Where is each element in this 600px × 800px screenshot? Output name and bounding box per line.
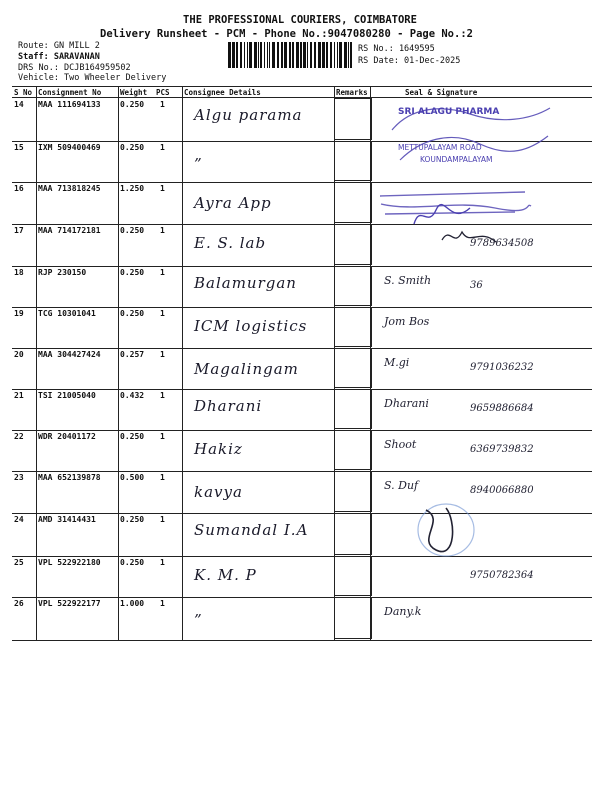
stamp-line: SRI ALAGU PHARMA: [398, 107, 500, 117]
remarks-box: [334, 471, 372, 512]
header-bottom-border: [12, 97, 592, 98]
row-pcs: 1: [160, 473, 165, 482]
row-consignment-no: VPL 522922177: [38, 599, 101, 608]
remarks-box: [334, 513, 372, 555]
row-contact-number: 36: [470, 280, 483, 291]
row-consignment-no: MAA 304427424: [38, 350, 101, 359]
row-sno: 15: [14, 143, 24, 152]
stamp-line: METTUPALAYAM ROAD: [398, 143, 482, 152]
row-contact-number: 9750782364: [470, 570, 534, 581]
row-weight: 0.500: [120, 473, 145, 482]
stamp-line: KOUNDAMPALAYAM: [420, 155, 493, 164]
row-consignment-no: IXM 509400469: [38, 143, 101, 152]
row-signature: Dany.k: [384, 605, 422, 618]
remarks-box: [334, 556, 372, 596]
remarks-box: [334, 597, 372, 639]
row-weight: 0.250: [120, 100, 145, 109]
row-sno: 17: [14, 226, 24, 235]
col-header-consignee: Consignee Details: [184, 88, 261, 97]
row-pcs: 1: [160, 558, 165, 567]
row-sno: 24: [14, 515, 24, 524]
row-consignment-no: MAA 652139878: [38, 473, 101, 482]
row-divider: [12, 513, 592, 514]
col-header-weight: Weight: [120, 88, 148, 97]
row-weight: 1.000: [120, 599, 145, 608]
row-weight: 0.250: [120, 143, 145, 152]
row-consignee: ”: [194, 611, 203, 629]
remarks-box: [334, 389, 372, 429]
row-weight: 0.432: [120, 391, 145, 400]
row-consignment-no: RJP 230150: [38, 268, 87, 277]
row-signature: M.gi: [384, 356, 410, 369]
row-pcs: 1: [160, 432, 165, 441]
col-header-remarks: Remarks: [336, 88, 368, 97]
row-pcs: 1: [160, 143, 165, 152]
row-divider: [12, 348, 592, 349]
row-pcs: 1: [160, 268, 165, 277]
row-sno: 26: [14, 599, 24, 608]
vehicle-label: Vehicle: Two Wheeler Delivery: [18, 73, 167, 83]
seal-stamp: [380, 100, 560, 176]
rs-date: RS Date: 01-Dec-2025: [358, 56, 461, 66]
company-title: THE PROFESSIONAL COURIERS, COIMBATORE: [183, 14, 417, 26]
row-divider: [12, 640, 592, 641]
row-consignment-no: VPL 522922180: [38, 558, 101, 567]
row-weight: 0.250: [120, 268, 145, 277]
row-consignee: ICM logistics: [194, 317, 308, 335]
signature-mark: [440, 226, 500, 248]
row-weight: 0.250: [120, 515, 145, 524]
row-consignee: Algu parama: [194, 106, 303, 124]
row-consignment-no: MAA 714172181: [38, 226, 101, 235]
row-consignee: Hakiz: [194, 440, 243, 458]
row-consignee: Magalingam: [194, 360, 299, 378]
row-consignment-no: MAA 111694133: [38, 100, 101, 109]
row-pcs: 1: [160, 599, 165, 608]
row-pcs: 1: [160, 515, 165, 524]
row-pcs: 1: [160, 226, 165, 235]
row-consignee: Balamurgan: [194, 274, 297, 292]
row-divider: [12, 266, 592, 267]
remarks-box: [334, 307, 372, 347]
row-pcs: 1: [160, 100, 165, 109]
row-consignee: kavya: [194, 483, 243, 501]
remarks-box: [334, 98, 372, 140]
row-consignee: Ayra App: [194, 194, 272, 212]
row-divider: [12, 389, 592, 390]
drs-number: DRS No.: DCJB164959502: [18, 63, 131, 73]
row-pcs: 1: [160, 350, 165, 359]
row-sno: 14: [14, 100, 24, 109]
row-sno: 16: [14, 184, 24, 193]
row-contact-number: 8940066880: [470, 485, 534, 496]
remarks-box: [334, 224, 372, 265]
col-header-pcs: PCS: [156, 88, 170, 97]
staff-label: Staff: SARAVANAN: [18, 52, 100, 62]
barcode-image: [228, 42, 354, 68]
row-divider: [12, 430, 592, 431]
row-divider: [12, 307, 592, 308]
row-contact-number: 6369739832: [470, 444, 534, 455]
row-contact-number: 9659886684: [470, 403, 534, 414]
row-weight: 1.250: [120, 184, 145, 193]
row-divider: [12, 224, 592, 225]
row-pcs: 1: [160, 309, 165, 318]
row-sno: 20: [14, 350, 24, 359]
row-consignment-no: MAA 713818245: [38, 184, 101, 193]
row-consignee: E. S. lab: [194, 234, 267, 252]
row-pcs: 1: [160, 391, 165, 400]
runsheet-title: Delivery Runsheet - PCM - Phone No.:9047080280 - Page No.:2: [100, 28, 473, 40]
seal-circle: [396, 500, 476, 560]
table-top-border: [12, 86, 592, 87]
row-weight: 0.250: [120, 226, 145, 235]
col-header-sno: S No: [14, 88, 33, 97]
row-weight: 0.250: [120, 558, 145, 567]
row-contact-number: 9791036232: [470, 362, 534, 373]
row-consignee: ”: [194, 155, 203, 173]
route-label: Route: GN MILL 2: [18, 41, 100, 51]
row-consignee: Dharani: [194, 397, 263, 415]
row-sno: 23: [14, 473, 24, 482]
row-pcs: 1: [160, 184, 165, 193]
row-weight: 0.250: [120, 309, 145, 318]
row-signature: S. Smith: [384, 274, 432, 287]
row-signature: Jom Bos: [384, 315, 430, 328]
row-sno: 25: [14, 558, 24, 567]
row-divider: [12, 471, 592, 472]
remarks-box: [334, 348, 372, 388]
row-consignment-no: TSI 21005040: [38, 391, 96, 400]
row-consignment-no: TCG 10301041: [38, 309, 96, 318]
col-header-consignment: Consignment No: [38, 88, 102, 97]
remarks-box: [334, 141, 372, 181]
row-consignee: Sumandal I.A: [194, 521, 309, 539]
remarks-box: [334, 430, 372, 470]
row-sno: 18: [14, 268, 24, 277]
remarks-box: [334, 182, 372, 223]
row-consignment-no: AMD 31414431: [38, 515, 96, 524]
row-sno: 19: [14, 309, 24, 318]
remarks-box: [334, 266, 372, 306]
row-divider: [12, 597, 592, 598]
row-signature: S. Duf: [384, 479, 419, 492]
row-signature: Shoot: [384, 438, 417, 451]
col-header-seal-signature: Seal & Signature: [405, 88, 478, 97]
row-sno: 21: [14, 391, 24, 400]
row-consignment-no: WDR 20401172: [38, 432, 96, 441]
row-sno: 22: [14, 432, 24, 441]
row-contact-number: 9789634508: [470, 238, 534, 249]
row-divider: [12, 556, 592, 557]
row-signature: Dharani: [384, 397, 429, 410]
rs-number: RS No.: 1649595: [358, 44, 435, 54]
row-weight: 0.250: [120, 432, 145, 441]
row-weight: 0.257: [120, 350, 145, 359]
row-consignee: K. M. P: [194, 566, 257, 584]
